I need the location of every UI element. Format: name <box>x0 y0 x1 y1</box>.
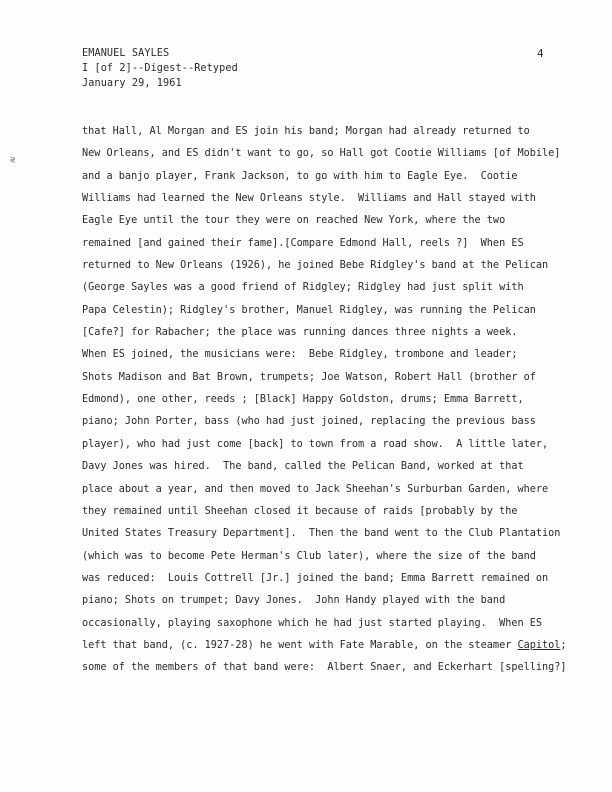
text-line: was reduced: Louis Cottrell [Jr.] joined the band; Emma Barrett remained on <box>82 572 549 584</box>
text-line: [Cafe?] for Rabacher; the place was running dances three nights a week. <box>82 327 518 339</box>
body-text <box>82 121 602 680</box>
reel-description: I [of 2]--Digest--Retyped <box>82 63 238 74</box>
text-line: remained [and gained their fame].[Compare Edmond Hall, reels ?] When ES <box>82 237 524 249</box>
steamer-name: Capitol <box>517 639 561 651</box>
text-line: When ES joined, the musicians were: Bebe Ridgley, trombone and leader; <box>82 349 518 361</box>
text-line: (which was to become Pete Herman's Club later), where the size of the band <box>82 550 536 562</box>
text-line: place about a year, and then moved to Jack Sheehan's Surburban Garden, where <box>82 483 549 495</box>
text-line: player), who had just come [back] to town from a road show. A little later, <box>82 438 549 450</box>
text-line: Davy Jones was hired. The band, called the Pelican Band, worked at that <box>82 461 524 473</box>
text-line-steamer <box>82 635 602 657</box>
text-line: New Orleans, and ES didn't want to go, so Hall got Cootie Williams [of Mobile] <box>82 148 561 160</box>
margin-mark: ≷ <box>10 155 16 165</box>
steamer-suffix: ; <box>560 639 567 651</box>
text-line: United States Treasury Department]. Then the band went to the Club Plantation <box>82 528 561 540</box>
text-line: Papa Celestin); Ridgley's brother, Manuel Ridgley, was running the Pelican <box>82 304 536 316</box>
text-line: Eagle Eye until the tour they were on reached New York, where the two <box>82 215 506 227</box>
text-line: Edmond), one other, reeds ; [Black] Happy Goldston, drums; Emma Barrett, <box>82 394 524 406</box>
text-line: and a banjo player, Frank Jackson, to go with him to Eagle Eye. Cootie <box>82 170 518 182</box>
text-line: Shots Madison and Bat Brown, trumpets; Joe Watson, Robert Hall (brother of <box>82 371 536 383</box>
text-line: piano; Shots on trumpet; Davy Jones. John Handy played with the band <box>82 595 506 607</box>
text-line: occasionally, playing saxophone which he had just started playing. When ES <box>82 617 543 629</box>
text-line: Williams had learned the New Orleans style. Williams and Hall stayed with <box>82 193 536 205</box>
document-header <box>82 46 238 91</box>
text-line: piano; John Porter, bass (who had just joined, replacing the previous bass <box>82 416 536 428</box>
text-line: they remained until Sheehan closed it because of raids [probably by the <box>82 505 518 517</box>
text-line: that Hall, Al Morgan and ES join his band; Morgan had already returned to <box>82 126 530 137</box>
text-line: some of the members of that band were: Albert Snaer, and Eckerhart [spelling?] <box>82 662 567 674</box>
page-number: 4 <box>537 47 544 60</box>
interviewee-name: EMANUEL SAYLES <box>82 48 170 59</box>
interview-date: January 29, 1961 <box>82 78 182 89</box>
text-line: returned to New Orleans (1926), he joined Bebe Ridgley's band at the Pelican <box>82 260 549 272</box>
text-line-steamer-lead: left that band, (c. 1927-28) he went with Fate Marable, on the steamer <box>82 639 518 651</box>
text-line: (George Sayles was a good friend of Ridgley; Ridgley had just split with <box>82 282 524 294</box>
